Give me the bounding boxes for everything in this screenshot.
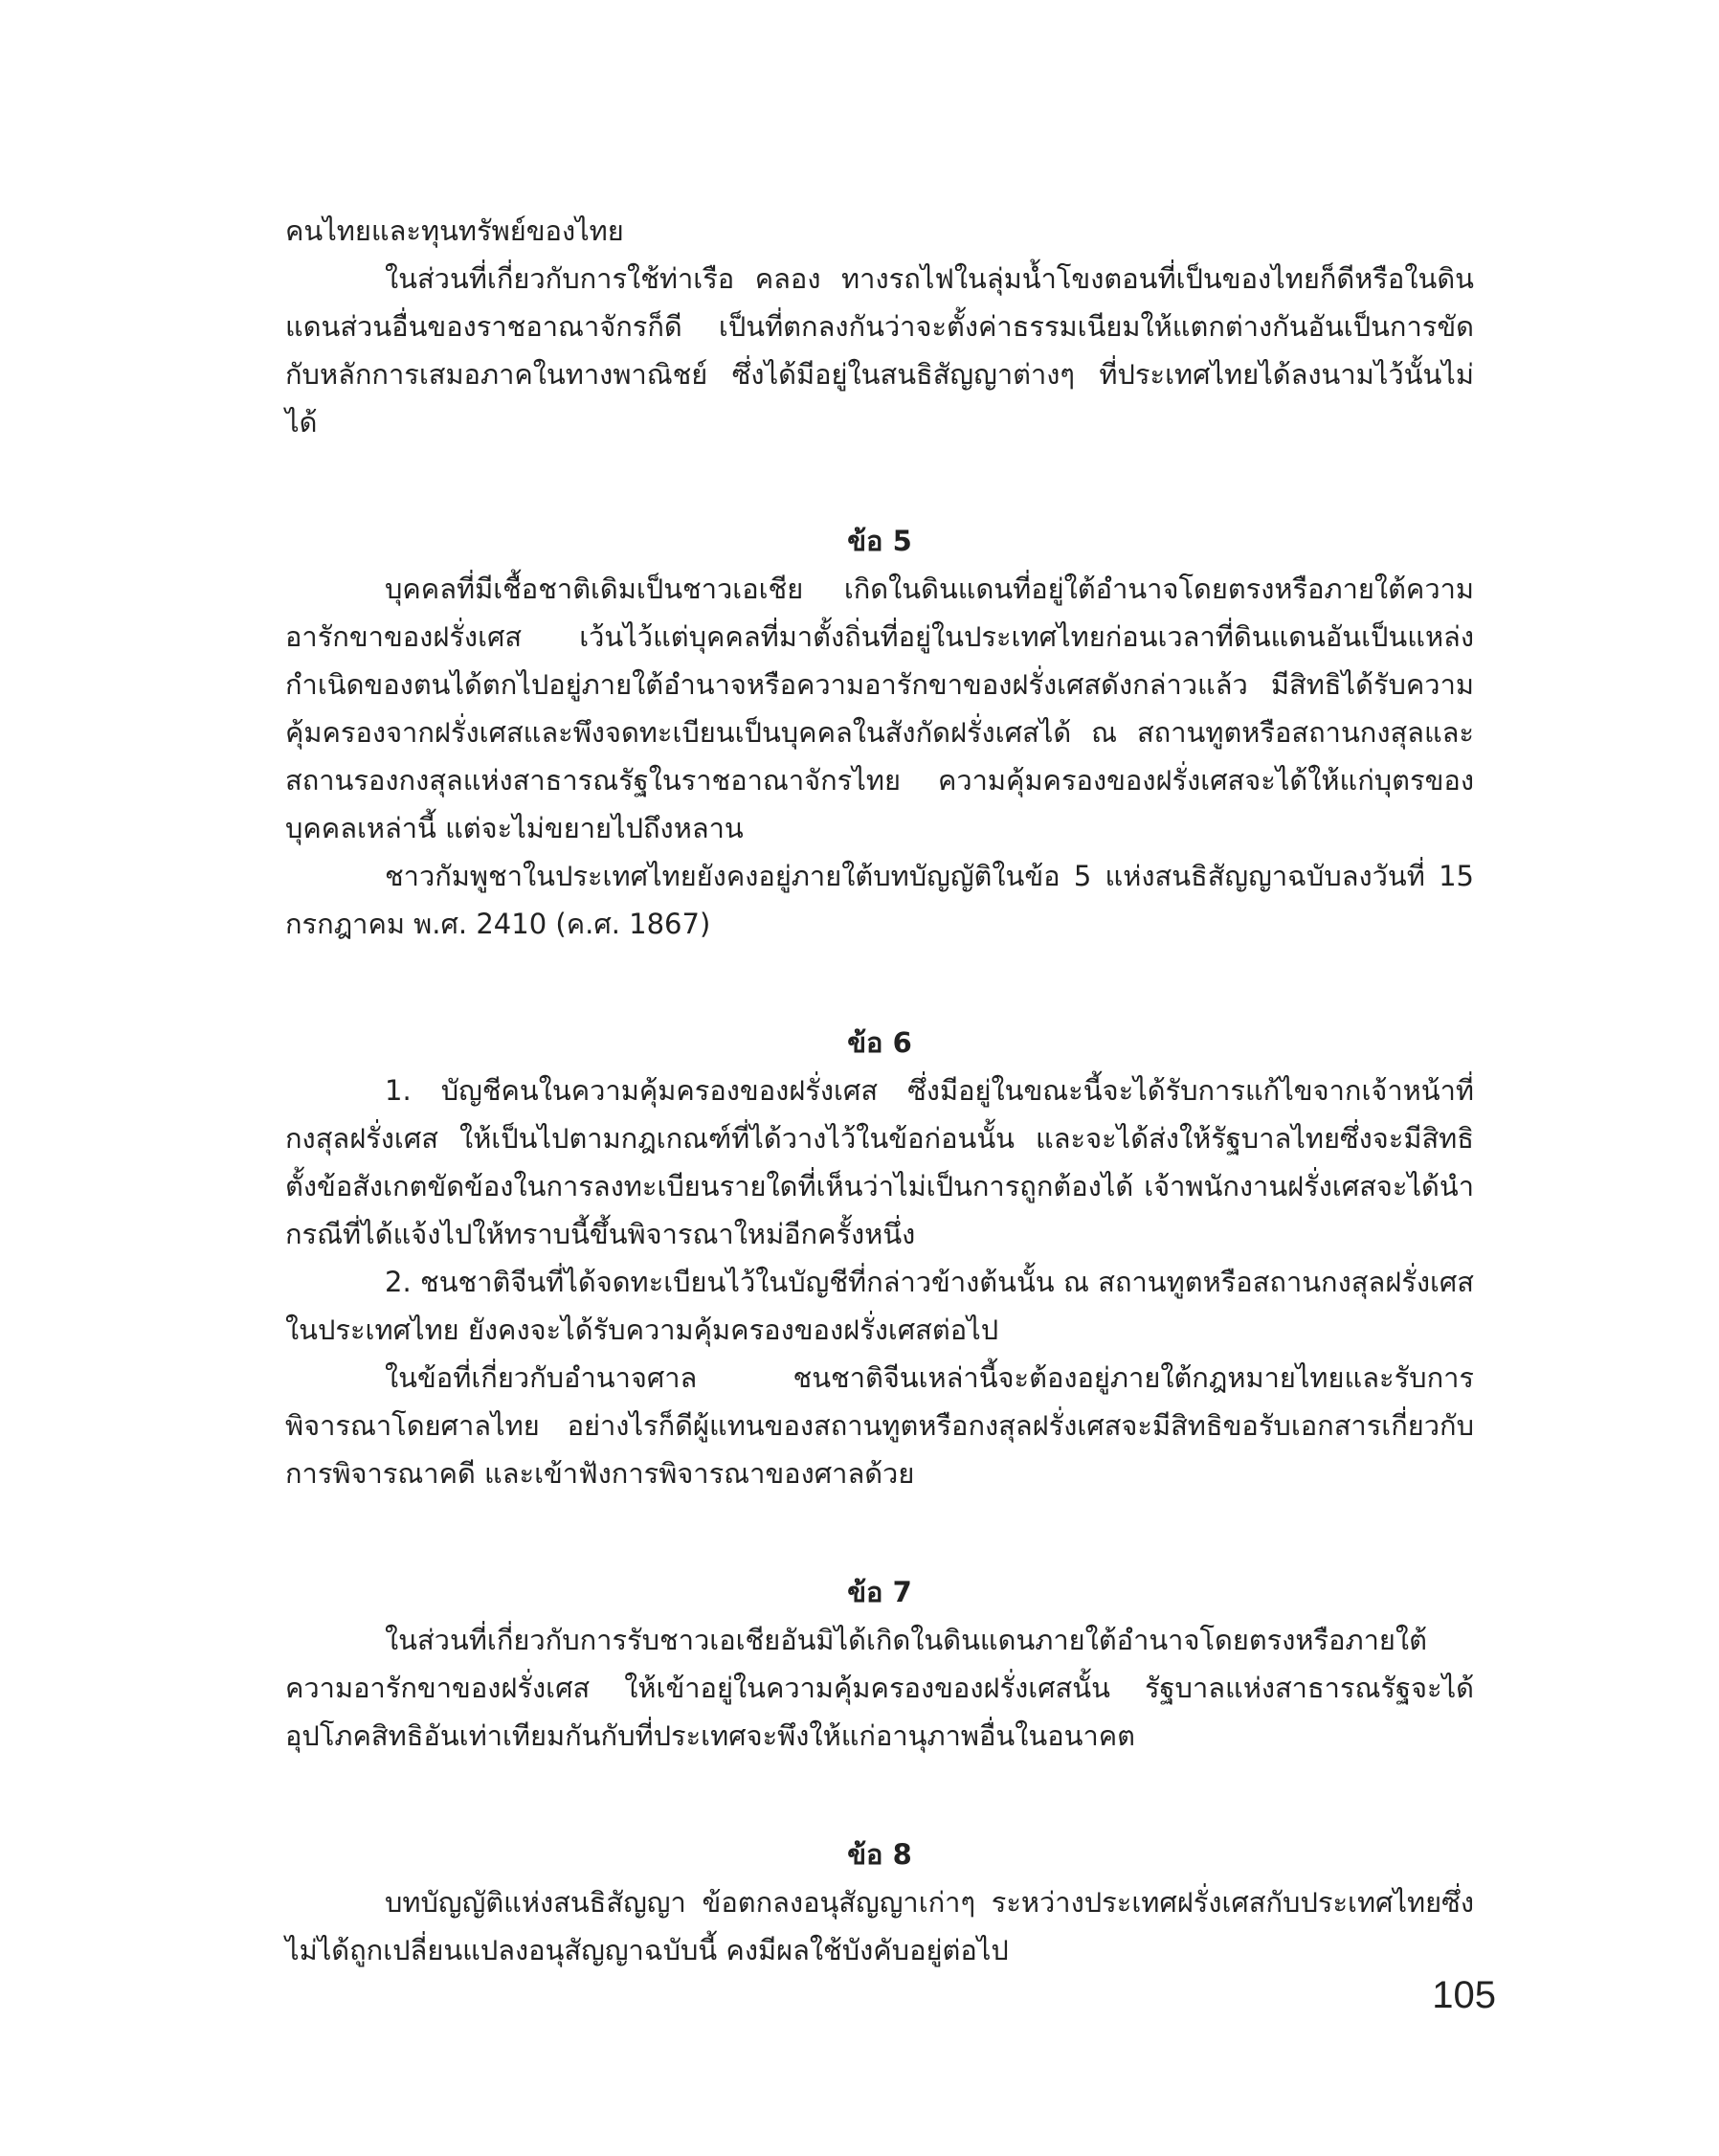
intro-paragraph: ในส่วนที่เกี่ยวกับการใช้ท่าเรือ คลอง ทางรถไฟในลุ่มน้ำโขงตอนที่เป็นของไทยก็ดีหรือในดินแดนส่วนอื่นของราชอาณาจักรก็ดี เป็นที่ตกลงกันว่าจะตั้งค่าธรรมเนียมให้แตกต่างกันอันเป็นการขัดกับหลักการเสมอภาคในทางพาณิชย์ ซึ่งได้มีอยู่ในสนธิสัญญาต่างๆ ที่ประเทศไทยได้ลงนามไว้นั้นไม่ได้ [285,262,1474,438]
section-article-5 [285,517,1474,948]
article-paragraph: ในข้อที่เกี่ยวกับอำนาจศาล ชนชาติจีนเหล่านี้จะต้องอยู่ภายใต้กฎหมายไทยและรับการพิจารณาโดยศาลไทย อย่างไรก็ดีผู้แทนของสถานทูตหรือกงสุลฝรั่งเศสจะมีสิทธิขอรับเอกสารเกี่ยวกับการพิจารณาคดี และเข้าฟังการพิจารณาของศาลด้วย [285,1361,1474,1490]
article-heading: ข้อ 8 [847,1838,912,1871]
section-gap [285,1497,1474,1568]
article-paragraph: 2. ชนชาติจีนที่ได้จดทะเบียนไว้ในบัญชีที่กล่าวข้างต้นนั้น ณ สถานทูตหรือสถานกงสุลฝรั่งเศสในประเทศไทย ยังคงจะได้รับความคุ้มครองของฝรั่งเศสต่อไป [285,1266,1474,1346]
article-paragraph: ชาวกัมพูชาในประเทศไทยยังคงอยู่ภายใต้บทบัญญัติในข้อ 5 แห่งสนธิสัญญาฉบับลงวันที่ 15 กรกฎาคม พ.ศ. 2410 (ค.ศ. 1867) [285,860,1474,940]
section-gap [285,446,1474,517]
article-heading: ข้อ 6 [847,1026,912,1059]
document-body [285,207,1474,1974]
article-heading: ข้อ 7 [847,1576,912,1608]
article-paragraph: 1. บัญชีคนในความคุ้มครองของฝรั่งเศส ซึ่งมีอยู่ในขณะนี้จะได้รับการแก้ไขจากเจ้าหน้าที่กงสุลฝรั่งเศส ให้เป็นไปตามกฎเกณฑ์ที่ได้วางไว้ในข้อก่อนนั้น และจะได้ส่งให้รัฐบาลไทยซึ่งจะมีสิทธิตั้งข้อสังเกตขัดข้องในการลงทะเบียนรายใดที่เห็นว่าไม่เป็นการถูกต้องได้ เจ้าพนักงานฝรั่งเศสจะได้นำกรณีที่ได้แจ้งไปให้ทราบนี้ขึ้นพิจารณาใหม่อีกครั้งหนึ่ง [285,1074,1474,1250]
section-gap [285,1760,1474,1830]
section-article-8 [285,1830,1474,1974]
section-gap [285,948,1474,1019]
intro-paragraph-continued: คนไทยและทุนทรัพย์ของไทย [285,214,624,247]
article-paragraph: บทบัญญัติแห่งสนธิสัญญา ข้อตกลงอนุสัญญาเก่าๆ ระหว่างประเทศฝรั่งเศสกับประเทศไทยซึ่งไม่ได้ถูกเปลี่ยนแปลงอนุสัญญาฉบับนี้ คงมีผลใช้บังคับอยู่ต่อไป [285,1886,1474,1966]
article-paragraph: ในส่วนที่เกี่ยวกับการรับชาวเอเชียอันมิได้เกิดในดินแดนภายใต้อำนาจโดยตรงหรือภายใต้ความอารักขาของฝรั่งเศส ให้เข้าอยู่ในความคุ้มครองของฝรั่งเศสนั้น รัฐบาลแห่งสาธารณรัฐจะได้อุปโภคสิทธิอันเท่าเทียมกันกับที่ประเทศจะพึงให้แก่อานุภาพอื่นในอนาคต [285,1624,1474,1752]
article-heading: ข้อ 5 [847,525,912,557]
section-article-6 [285,1019,1474,1497]
section-article-7 [285,1568,1474,1760]
article-paragraph: บุคคลที่มีเชื้อชาติเดิมเป็นชาวเอเชีย เกิดในดินแดนที่อยู่ใต้อำนาจโดยตรงหรือภายใต้ความอารักขาของฝรั่งเศส เว้นไว้แต่บุคคลที่มาตั้งถิ่นที่อยู่ในประเทศไทยก่อนเวลาที่ดินแดนอันเป็นแหล่งกำเนิดของตนได้ตกไปอยู่ภายใต้อำนาจหรือความอารักขาของฝรั่งเศสดังกล่าวแล้ว มีสิทธิได้รับความคุ้มครองจากฝรั่งเศสและพึงจดทะเบียนเป็นบุคคลในสังกัดฝรั่งเศสได้ ณ สถานทูตหรือสถานกงสุลและสถานรองกงสุลแห่งสาธารณรัฐในราชอาณาจักรไทย ความคุ้มครองของฝรั่งเศสจะได้ให้แก่บุตรของบุคคลเหล่านี้ แต่จะไม่ขยายไปถึงหลาน [285,573,1474,844]
page-number: 105 [1432,1974,1496,2016]
